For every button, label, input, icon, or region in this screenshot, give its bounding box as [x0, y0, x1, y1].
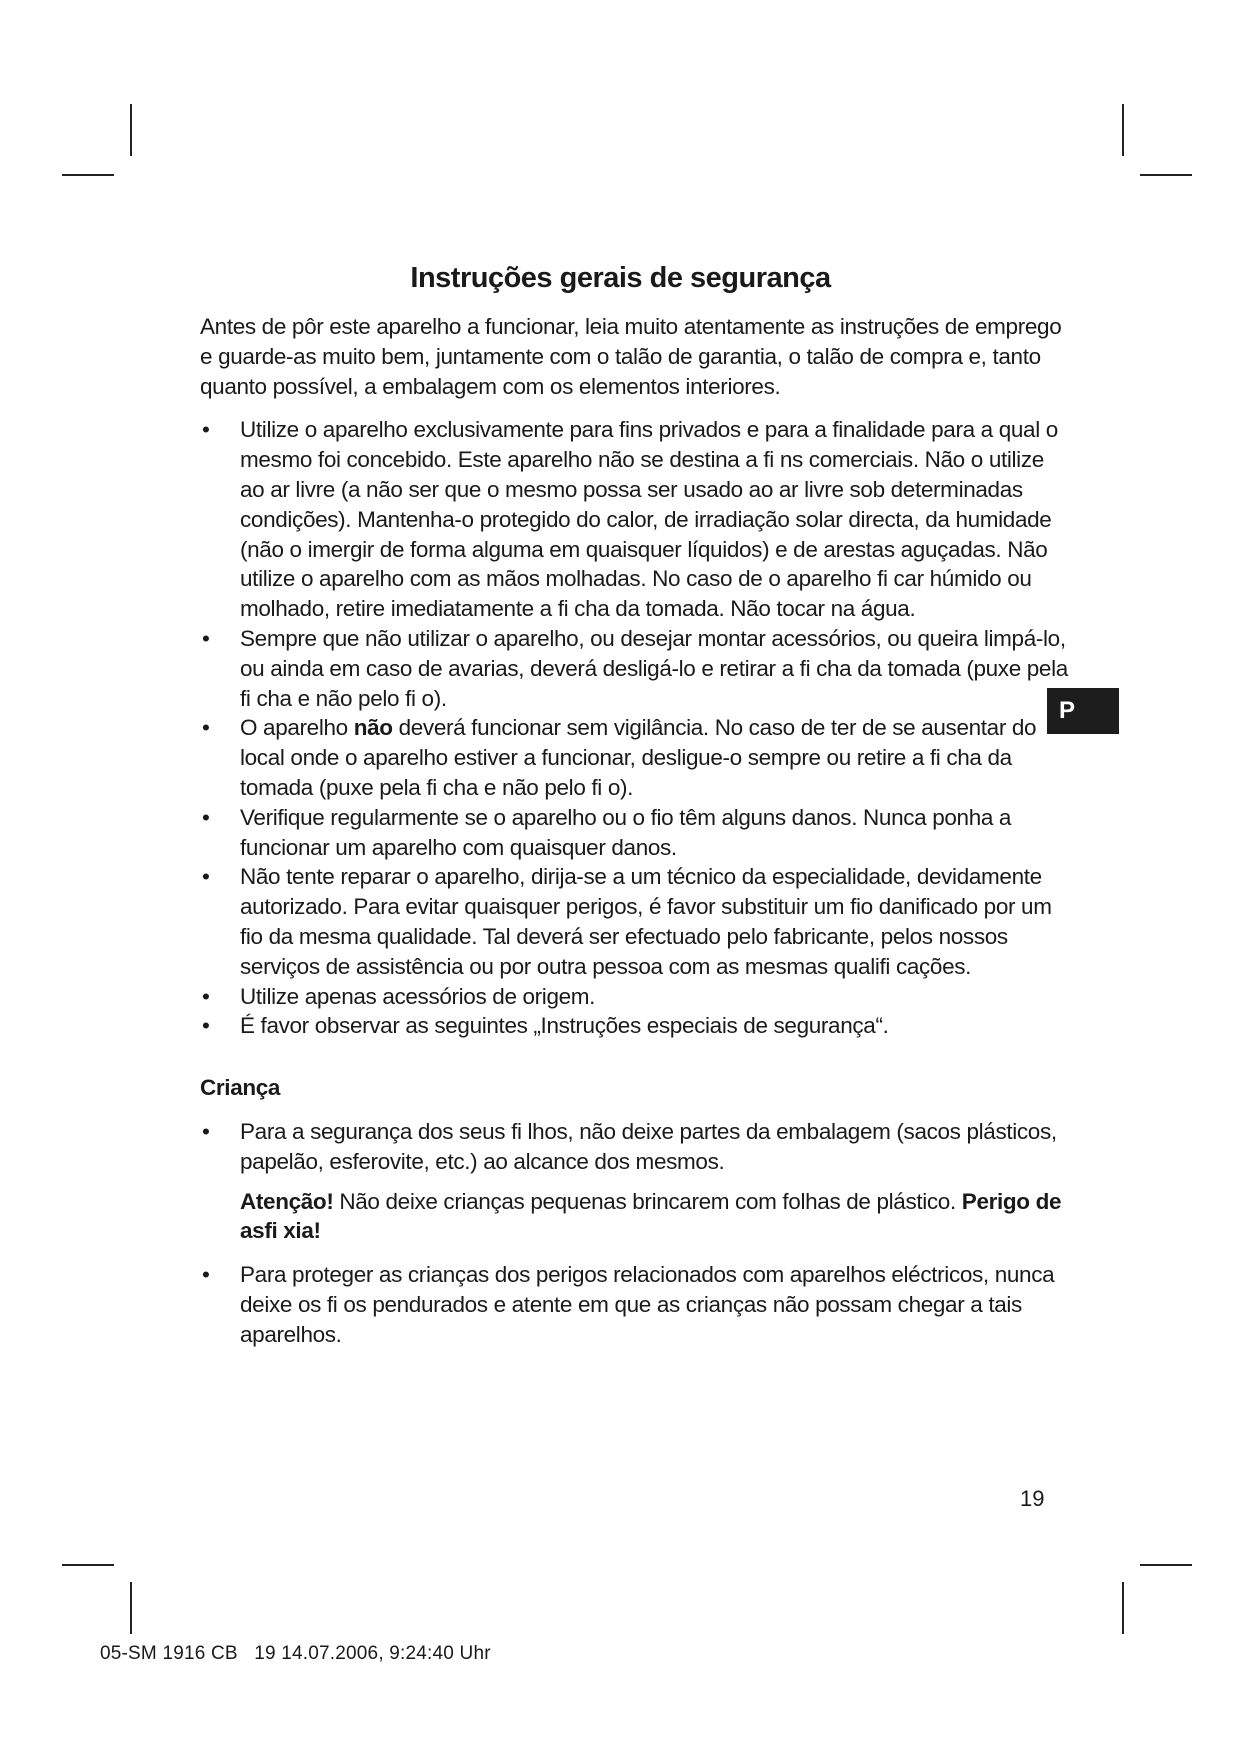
crop-mark-top-right-horizontal — [1140, 174, 1192, 176]
safety-instructions-list — [200, 415, 1070, 1041]
list-item: • Para proteger as crianças dos perigos relacionados com aparelhos eléctricos, nunca deixe os fi os pendurados e atente em que as crianças não possam chegar a tais aparelhos. — [200, 1260, 1070, 1349]
page-title: Instruções gerais de segurança — [410, 262, 831, 294]
crop-mark-top-left-horizontal — [62, 174, 114, 176]
emphasis-text: não — [353, 715, 393, 741]
list-item: • Não tente reparar o aparelho, dirija-se a um técnico da especialidade, devidamente autorizado. Para evitar quaisquer perigos, é favor substituir um fio danificado por um fio da mesma qualidade. Tal deverá ser efectuado pelo fabricante, pelos nossos serviços de assistência ou por outra pessoa com as mesmas qualifi cações. — [200, 862, 1070, 981]
warning-danger: Perigo de asfi xia! — [240, 1188, 1062, 1244]
list-item-text: deverá funcionar sem vigilância. No caso de ter de se ausentar do local onde o aparelho estiver a funcionar, desligue-o sempre ou retire a fi cha da tomada (puxe pela fi cha e não pelo fi o). — [240, 715, 1037, 800]
document-body — [200, 312, 1070, 1350]
crop-mark-top-left-vertical — [130, 104, 132, 156]
warning-label: Atenção! — [240, 1188, 334, 1214]
warning-note — [200, 1187, 1070, 1247]
list-item: • Utilize o aparelho exclusivamente para fins privados e para a finalidade para a qual o mesmo foi concebido. Este aparelho não se destina a fi ns comerciais. Não o utilize ao ar livre (a não ser que o mesmo possa ser usado ao ar livre sob determinadas condições). Mantenha-o protegido do calor, de irradiação solar directa, da humidade (não o imergir de forma alguma em quaisquer líquidos) e de arestas aguçadas. Não utilize o aparelho com as mãos molhadas. No caso de o aparelho fi car húmido ou molhado, retire imediatamente a fi cha da tomada. Não tocar na água. — [200, 415, 1070, 624]
list-item: • Verifique regularmente se o aparelho ou o fio têm alguns danos. Nunca ponha a funcionar um aparelho com quaisquer danos. — [200, 803, 1070, 863]
warning-text: Não deixe crianças pequenas brincarem com folhas de plástico. — [333, 1188, 962, 1214]
section-heading-child: Criança — [200, 1075, 281, 1101]
page-number: 19 — [1020, 1486, 1045, 1511]
list-item: • Para a segurança dos seus fi lhos, não deixe partes da embalagem (sacos plásticos, papelão, esferovite, etc.) ao alcance dos mesmos. — [200, 1117, 1070, 1177]
print-footer: 05-SM 1916 CB 19 14.07.2006, 9:24:40 Uhr — [100, 1643, 491, 1664]
list-item: • Sempre que não utilizar o aparelho, ou desejar montar acessórios, ou queira limpá-lo, ou ainda em caso de avarias, deverá desligá-lo e retirar a fi cha da tomada (puxe pela fi cha e não pelo fi o). — [200, 624, 1070, 713]
intro-paragraph: Antes de pôr este aparelho a funcionar, leia muito atentamente as instruções de emprego e guarde-as muito bem, juntamente com o talão de garantia, o talão de compra e, tanto quanto possível, a embalagem com os elementos interiores. — [200, 314, 1062, 399]
crop-mark-bottom-right-vertical — [1122, 1582, 1124, 1634]
list-item: • É favor observar as seguintes „Instruções especiais de segurança“. — [200, 1011, 1070, 1041]
list-item — [200, 713, 1070, 802]
child-safety-list-2 — [200, 1260, 1070, 1349]
crop-mark-bottom-left-vertical — [130, 1582, 132, 1634]
list-item-text: O aparelho — [240, 715, 354, 741]
crop-mark-bottom-right-horizontal — [1140, 1564, 1192, 1566]
language-tab: P — [1047, 688, 1119, 734]
list-item: • Utilize apenas acessórios de origem. — [200, 982, 1070, 1012]
crop-mark-bottom-left-horizontal — [62, 1564, 114, 1566]
crop-mark-top-right-vertical — [1122, 104, 1124, 156]
child-safety-list — [200, 1117, 1070, 1177]
